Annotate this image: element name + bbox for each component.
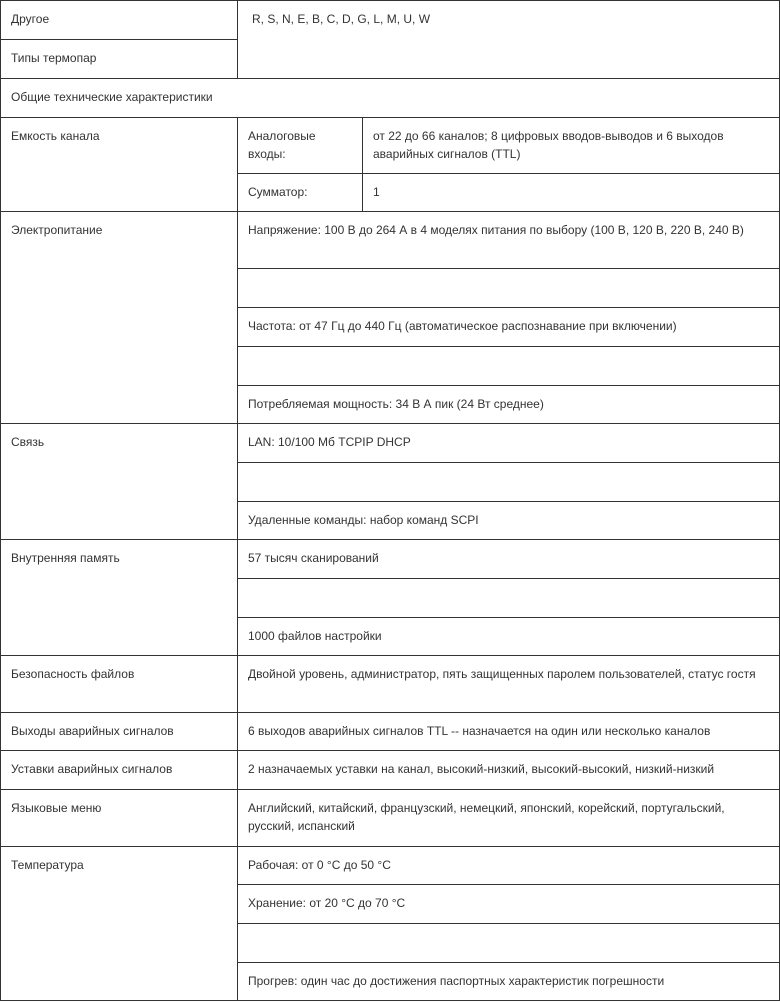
- table-row: [1, 118, 780, 174]
- language-menus-value: Английский, китайский, французский, немецкий, японский, корейский, португальский, русский, испанский: [238, 790, 780, 847]
- empty-cell: [238, 463, 780, 502]
- thermocouple-types-label: Типы термопар: [1, 40, 238, 79]
- file-security-value: Двойной уровень, администратор, пять защищенных паролем пользователей, статус гостя: [238, 656, 780, 713]
- memory-files: 1000 файлов настройки: [238, 618, 780, 656]
- table-row: [1, 751, 780, 790]
- power-frequency: Частота: от 47 Гц до 440 Гц (автоматическое распознавание при включении): [238, 308, 780, 347]
- empty-cell: [238, 924, 780, 963]
- alarm-setpoints-value: 2 назначаемых уставки на канал, высокий-низкий, высокий-высокий, низкий-низкий: [238, 751, 780, 790]
- comm-lan: LAN: 10/100 Мб TCPIP DHCP: [238, 424, 780, 463]
- empty-cell: [238, 579, 780, 618]
- temp-storage: Хранение: от 20 °C до 70 °C: [238, 885, 780, 924]
- temp-operating: Рабочая: от 0 °C до 50 °C: [238, 847, 780, 885]
- power-voltage: Напряжение: 100 В до 264 А в 4 моделях питания по выбору (100 В, 120 В, 220 В, 240 В): [238, 212, 780, 269]
- analog-inputs-label: Аналоговые входы:: [238, 118, 363, 174]
- alarm-outputs-label: Выходы аварийных сигналов: [1, 713, 238, 751]
- table-row: [1, 847, 780, 885]
- table-row: [1, 540, 780, 579]
- alarm-outputs-value: 6 выходов аварийных сигналов TTL -- назначается на один или несколько каналов: [238, 713, 780, 751]
- table-row: [1, 1, 780, 40]
- empty-cell: [238, 269, 780, 308]
- communication-label: Связь: [1, 424, 238, 540]
- memory-scans: 57 тысяч сканирований: [238, 540, 780, 579]
- table-row: [1, 424, 780, 463]
- table-row: [1, 713, 780, 751]
- channel-capacity-label: Емкость канала: [1, 118, 238, 212]
- power-consumption: Потребляемая мощность: 34 В А пик (24 Вт среднее): [238, 386, 780, 424]
- table-row: [1, 212, 780, 269]
- table-row: [1, 79, 780, 118]
- temp-warmup: Прогрев: один час до достижения паспортных характеристик погрешности: [238, 963, 780, 1001]
- temperature-label: Температура: [1, 847, 238, 1001]
- table-row: [1, 790, 780, 847]
- other-label: Другое: [1, 1, 238, 40]
- file-security-label: Безопасность файлов: [1, 656, 238, 713]
- general-specs-heading: Общие технические характеристики: [1, 79, 780, 118]
- analog-inputs-value: от 22 до 66 каналов; 8 цифровых вводов-выводов и 6 выходов аварийных сигналов (TTL): [363, 118, 780, 174]
- power-label: Электропитание: [1, 212, 238, 424]
- totalizer-value: 1: [363, 174, 780, 212]
- table-row: [1, 656, 780, 713]
- comm-remote: Удаленные команды: набор команд SCPI: [238, 502, 780, 540]
- memory-label: Внутренняя память: [1, 540, 238, 656]
- other-value: R, S, N, E, B, C, D, G, L, M, U, W: [238, 1, 780, 79]
- totalizer-label: Сумматор:: [238, 174, 363, 212]
- language-menus-label: Языковые меню: [1, 790, 238, 847]
- empty-cell: [238, 347, 780, 386]
- alarm-setpoints-label: Уставки аварийных сигналов: [1, 751, 238, 790]
